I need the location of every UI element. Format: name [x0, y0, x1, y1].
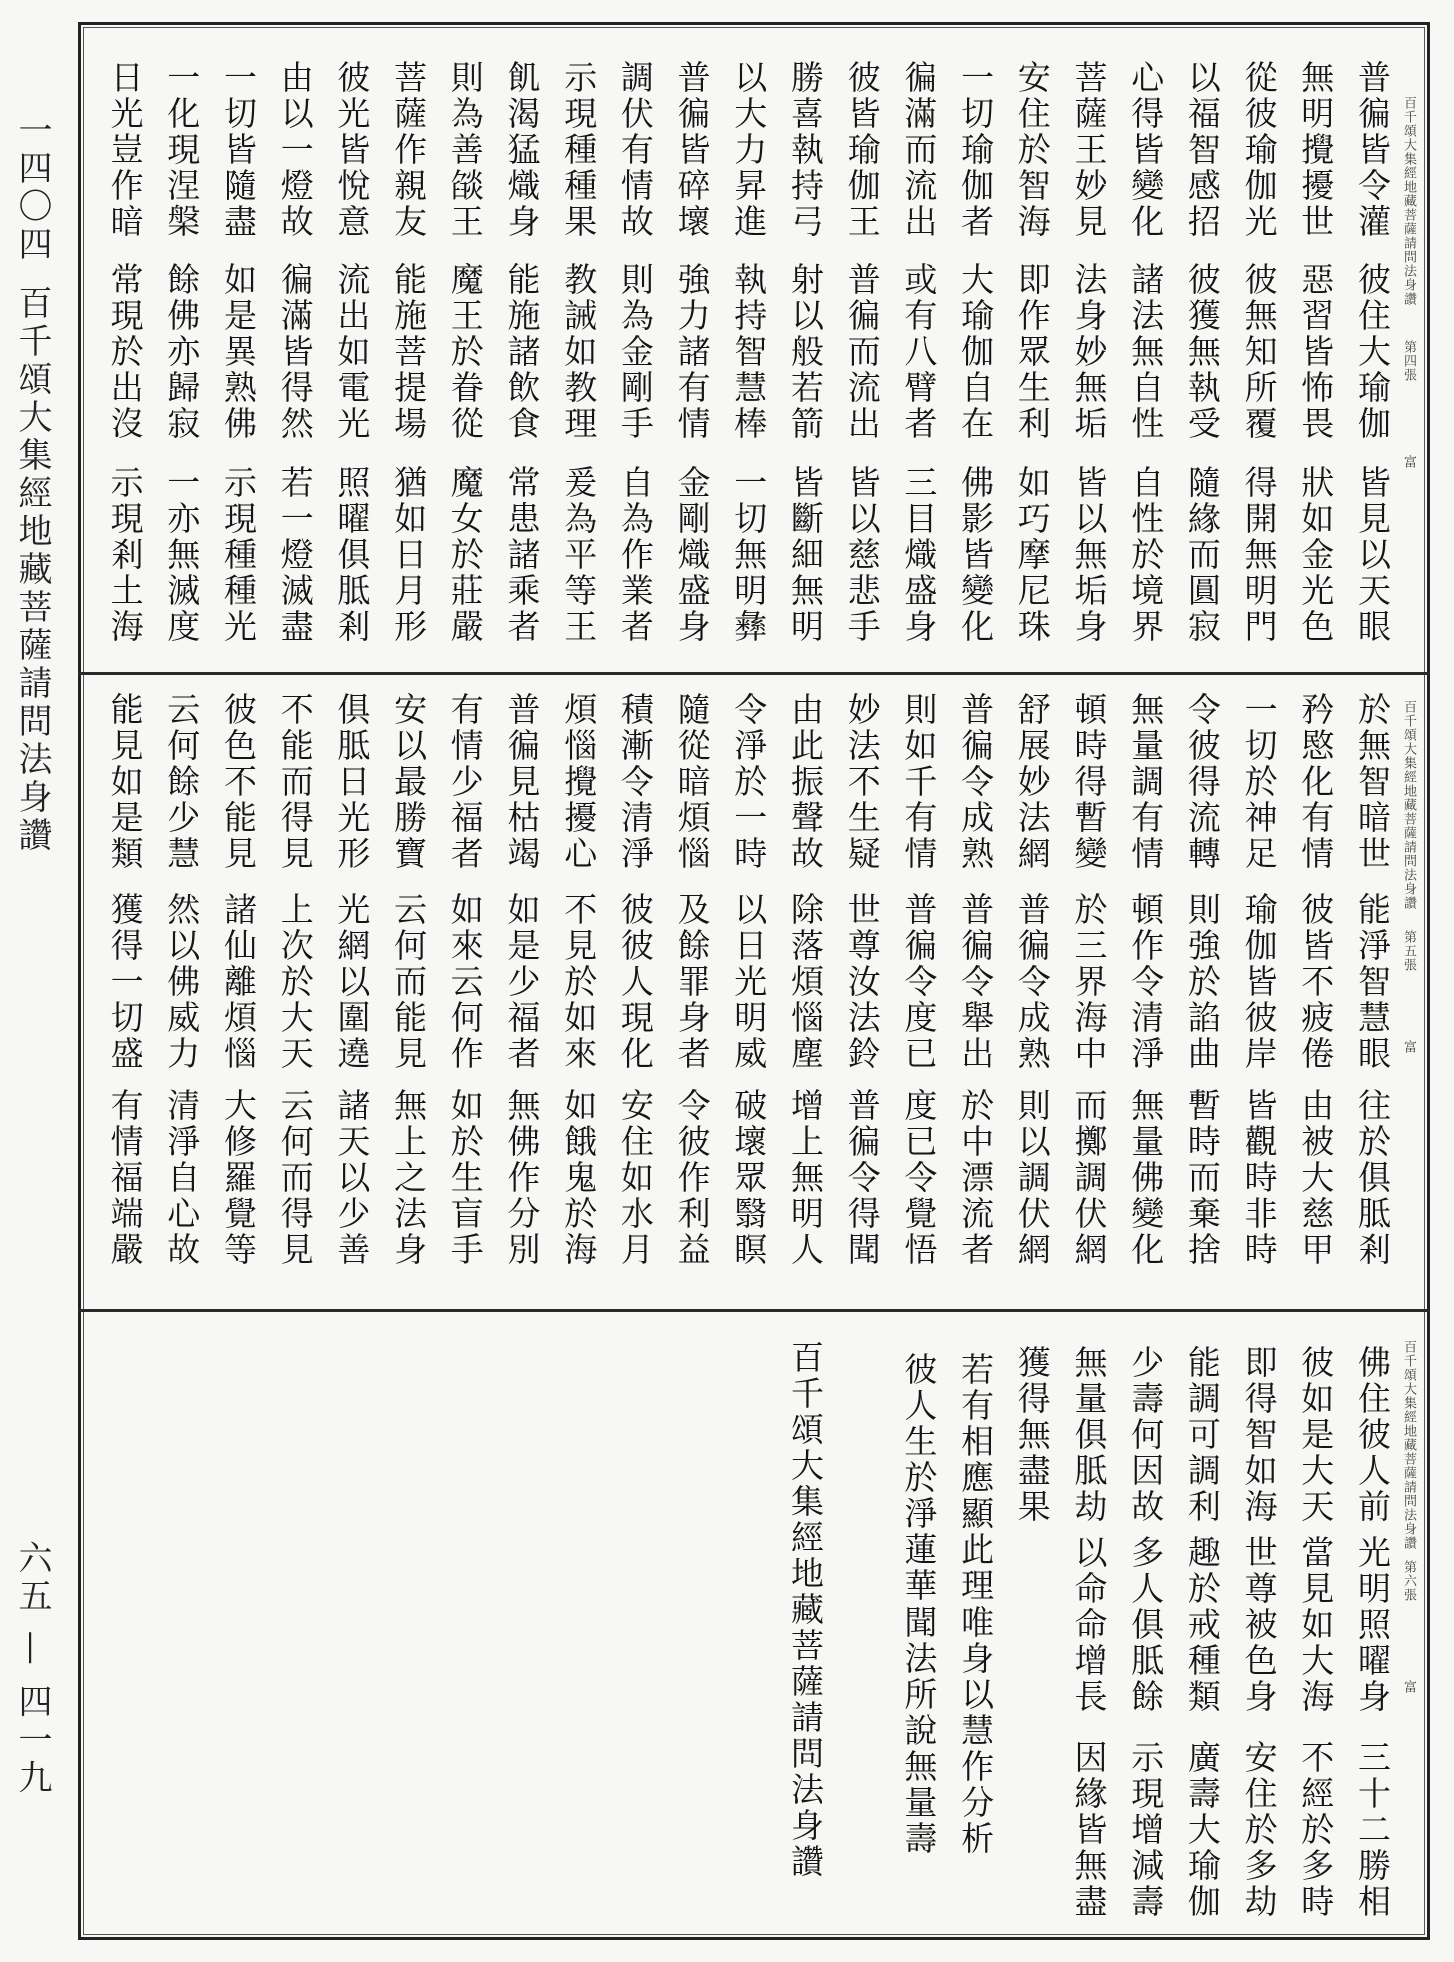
verse-phrase: 無上之法身 — [389, 1088, 429, 1268]
verse-phrase: 彼人生於淨蓮華 — [899, 1352, 939, 1604]
verse-phrase: 勝喜執持弓 — [786, 60, 825, 240]
verse-phrase: 光明照曜身 — [1353, 1535, 1392, 1715]
verse-phrase: 彼皆瑜伽王 — [842, 60, 882, 240]
verse-phrase: 魔女於莊嚴 — [445, 465, 485, 645]
volume-number: 一四〇四 — [12, 112, 52, 264]
sheet-mark: 富 — [1401, 1040, 1416, 1054]
verse-phrase: 普徧令成熟 — [956, 692, 996, 872]
verse-phrase: 無量佛變化 — [1126, 1088, 1166, 1268]
verse-phrase: 能施諸飲食 — [502, 262, 542, 442]
verse-phrase: 皆斷細無明 — [786, 465, 825, 645]
verse-phrase: 彼如是大天 — [1296, 1345, 1336, 1525]
verse-phrase: 爰為平等王 — [559, 465, 599, 645]
verse-phrase: 無佛作分別 — [502, 1088, 542, 1268]
verse-phrase: 菩薩作親友 — [389, 60, 429, 240]
verse-phrase: 令彼得流轉 — [1182, 692, 1222, 872]
verse-phrase: 如是少福者 — [502, 892, 542, 1072]
verse-phrase: 云何而能見 — [389, 892, 429, 1072]
verse-phrase: 皆見以天眼 — [1353, 465, 1392, 645]
verse-phrase: 於中漂流者 — [956, 1088, 996, 1268]
verse-phrase: 彼獲無執受 — [1182, 262, 1222, 442]
verse-phrase: 照曜俱胝剎 — [332, 465, 372, 645]
verse-phrase: 猶如日月形 — [389, 465, 429, 645]
verse-phrase: 廣壽大瑜伽 — [1182, 1740, 1222, 1920]
verse-phrase: 除落煩惱塵 — [786, 892, 825, 1072]
verse-phrase: 徧滿而流出 — [899, 60, 939, 240]
verse-phrase: 由此振聲故 — [786, 692, 825, 872]
verse-phrase: 不經於多時 — [1296, 1740, 1336, 1920]
verse-phrase: 菩薩王妙見 — [1069, 60, 1109, 240]
sheet-number: 第六張 — [1401, 1560, 1416, 1602]
verse-phrase: 暫時而棄捨 — [1182, 1088, 1222, 1268]
verse-phrase: 飢渴猛熾身 — [502, 60, 542, 240]
verse-phrase: 積漸令清淨 — [615, 692, 655, 872]
verse-phrase: 多人俱胝餘 — [1126, 1535, 1166, 1715]
sheet-mark: 富 — [1401, 1680, 1416, 1694]
verse-phrase: 示現增減壽 — [1126, 1740, 1166, 1920]
verse-phrase: 示現剎土海 — [105, 465, 145, 645]
verse-phrase: 諸法無自性 — [1126, 262, 1166, 442]
verse-phrase: 示現種種果 — [559, 60, 599, 240]
verse-phrase: 度已令覺悟 — [899, 1088, 939, 1268]
verse-phrase: 普徧令成熟 — [1012, 892, 1052, 1072]
verse-phrase: 安住於智海 — [1012, 60, 1052, 240]
verse-phrase: 常患諸乘者 — [502, 465, 542, 645]
verse-phrase: 執持智慧棒 — [729, 262, 769, 442]
verse-phrase: 法身妙無垢 — [1069, 262, 1109, 442]
verse-phrase: 云何餘少慧 — [162, 692, 202, 872]
verse-phrase: 世尊被色身 — [1239, 1535, 1279, 1715]
verse-phrase: 皆觀時非時 — [1239, 1088, 1279, 1268]
margin-title: 百千頌大集經地藏菩薩請問法身讚 — [12, 285, 52, 855]
closing-title: 百千頌大集經地藏菩薩請問法身讚 — [786, 1340, 825, 1880]
verse-phrase: 即作眾生利 — [1012, 262, 1052, 442]
verse-phrase: 往於俱胝剎 — [1353, 1088, 1392, 1268]
verse-phrase: 狀如金光色 — [1296, 465, 1336, 645]
verse-phrase: 俱胝日光形 — [332, 692, 372, 872]
verse-phrase: 趣於戒種類 — [1182, 1535, 1222, 1715]
verse-phrase: 因緣皆無盡 — [1069, 1740, 1109, 1920]
verse-phrase: 或有八臂者 — [899, 262, 939, 442]
verse-phrase: 不能而得見 — [275, 692, 315, 872]
sheet-number: 第五張 — [1401, 930, 1416, 972]
verse-phrase: 普徧令度已 — [899, 892, 939, 1072]
verse-phrase: 佛影皆變化 — [956, 465, 996, 645]
verse-phrase: 常現於出沒 — [105, 262, 145, 442]
verse-phrase: 諸天以少善 — [332, 1088, 372, 1268]
verse-phrase: 即得智如海 — [1239, 1345, 1279, 1525]
sheet-header-title: 百千頌大集經地藏菩薩請問法身讚 — [1401, 700, 1416, 910]
verse-phrase: 能施菩提場 — [389, 262, 429, 442]
verse-phrase: 妙法不生疑 — [842, 692, 882, 872]
verse-phrase: 隨緣而圓寂 — [1182, 465, 1222, 645]
verse-phrase: 世尊汝法鈴 — [842, 892, 882, 1072]
verse-phrase: 當見如大海 — [1296, 1535, 1336, 1715]
verse-phrase: 金剛熾盛身 — [672, 465, 712, 645]
verse-phrase: 上次於大天 — [275, 892, 315, 1072]
verse-phrase: 大瑜伽自在 — [956, 262, 996, 442]
verse-phrase: 皆以慈悲手 — [842, 465, 882, 645]
verse-phrase: 有情福端嚴 — [105, 1088, 145, 1268]
verse-phrase: 無明攪擾世 — [1296, 60, 1336, 240]
verse-phrase: 獲得一切盛 — [105, 892, 145, 1072]
verse-phrase: 普徧令舉出 — [956, 892, 996, 1072]
verse-phrase: 普徧令得聞 — [842, 1088, 882, 1268]
verse-phrase: 調伏有情故 — [615, 60, 655, 240]
verse-phrase: 得開無明門 — [1239, 465, 1279, 645]
verse-phrase: 皆以無垢身 — [1069, 465, 1109, 645]
verse-phrase: 令淨於一時 — [729, 692, 769, 872]
verse-phrase: 一亦無滅度 — [162, 465, 202, 645]
verse-phrase: 一切無明彝 — [729, 465, 769, 645]
sheet-header-title: 百千頌大集經地藏菩薩請問法身讚 — [1401, 1340, 1416, 1550]
page-reference: 六五 — 四一九 — [12, 1540, 52, 1798]
verse-phrase: 普徧見枯竭 — [502, 692, 542, 872]
verse-phrase: 三十二勝相 — [1353, 1740, 1392, 1920]
verse-phrase: 於無智暗世 — [1353, 692, 1392, 872]
verse-phrase: 增上無明人 — [786, 1088, 825, 1268]
verse-phrase: 則如千有情 — [899, 692, 939, 872]
verse-phrase: 三目熾盛身 — [899, 465, 939, 645]
verse-phrase: 一切皆隨盡 — [219, 60, 258, 240]
verse-phrase: 隨從暗煩惱 — [672, 692, 712, 872]
verse-phrase: 一化現涅槃 — [162, 60, 202, 240]
verse-phrase: 日光豈作暗 — [105, 60, 145, 240]
verse-phrase: 頓作令清淨 — [1126, 892, 1166, 1072]
verse-phrase: 普徧皆碎壞 — [672, 60, 712, 240]
verse-phrase: 流出如電光 — [332, 262, 372, 442]
register-divider — [78, 672, 1430, 675]
verse-phrase: 能淨智慧眼 — [1353, 892, 1392, 1072]
verse-phrase: 若一燈滅盡 — [275, 465, 315, 645]
verse-phrase: 餘佛亦歸寂 — [162, 262, 202, 442]
verse-phrase: 諸仙離煩惱 — [219, 892, 258, 1072]
verse-phrase: 強力諸有情 — [672, 262, 712, 442]
verse-phrase: 若有相應顯此理 — [956, 1352, 996, 1604]
verse-phrase: 示現種種光 — [219, 465, 258, 645]
verse-phrase: 如於生盲手 — [445, 1088, 485, 1268]
verse-phrase: 以日光明威 — [729, 892, 769, 1072]
verse-phrase: 安住於多劫 — [1239, 1740, 1279, 1920]
verse-phrase: 則為善燄王 — [445, 60, 485, 240]
verse-phrase: 能調可調利 — [1182, 1345, 1222, 1525]
verse-phrase: 普徧而流出 — [842, 262, 882, 442]
verse-phrase: 於三界海中 — [1069, 892, 1109, 1072]
sheet-header-title: 百千頌大集經地藏菩薩請問法身讚 — [1401, 96, 1416, 306]
register-divider — [78, 1309, 1430, 1312]
verse-phrase: 獲得無盡果 — [1012, 1345, 1052, 1525]
verse-phrase: 射以般若箭 — [786, 262, 825, 442]
verse-phrase: 一切於神足 — [1239, 692, 1279, 872]
verse-phrase: 而擲調伏網 — [1069, 1088, 1109, 1268]
verse-phrase: 云何而得見 — [275, 1088, 315, 1268]
verse-phrase: 以命命增長 — [1069, 1535, 1109, 1715]
verse-phrase: 自性於境界 — [1126, 465, 1166, 645]
verse-phrase: 瑜伽皆彼岸 — [1239, 892, 1279, 1072]
verse-phrase: 如巧摩尼珠 — [1012, 465, 1052, 645]
verse-phrase: 自為作業者 — [615, 465, 655, 645]
verse-phrase: 則強於諂曲 — [1182, 892, 1222, 1072]
verse-phrase: 教誡如教理 — [559, 262, 599, 442]
verse-phrase: 彼住大瑜伽 — [1353, 262, 1392, 442]
verse-phrase: 心得皆變化 — [1126, 60, 1166, 240]
verse-phrase: 則以調伏網 — [1012, 1088, 1052, 1268]
verse-phrase: 徧滿皆得然 — [275, 262, 315, 442]
verse-phrase: 無量俱胝劫 — [1069, 1345, 1109, 1525]
verse-phrase: 安住如水月 — [615, 1088, 655, 1268]
verse-phrase: 彼光皆悅意 — [332, 60, 372, 240]
verse-phrase: 然以佛威力 — [162, 892, 202, 1072]
verse-phrase: 舒展妙法網 — [1012, 692, 1052, 872]
verse-phrase: 由以一燈故 — [275, 60, 315, 240]
verse-phrase: 有情少福者 — [445, 692, 485, 872]
verse-phrase: 普徧皆令灌 — [1353, 60, 1392, 240]
verse-phrase: 以福智感招 — [1182, 60, 1222, 240]
verse-phrase: 如來云何作 — [445, 892, 485, 1072]
verse-phrase: 如餓鬼於海 — [559, 1088, 599, 1268]
verse-phrase: 能見如是類 — [105, 692, 145, 872]
verse-phrase: 矜愍化有情 — [1296, 692, 1336, 872]
verse-phrase: 無量調有情 — [1126, 692, 1166, 872]
verse-phrase: 聞法所說無量壽 — [899, 1605, 939, 1857]
verse-phrase: 少壽何因故 — [1126, 1345, 1166, 1525]
verse-phrase: 彼彼人現化 — [615, 892, 655, 1072]
verse-phrase: 佛住彼人前 — [1353, 1345, 1392, 1525]
verse-phrase: 由被大慈甲 — [1296, 1088, 1336, 1268]
verse-phrase: 彼色不能見 — [219, 692, 258, 872]
verse-phrase: 魔王於眷從 — [445, 262, 485, 442]
verse-phrase: 唯身以慧作分析 — [956, 1605, 996, 1857]
verse-phrase: 一切瑜伽者 — [956, 60, 996, 240]
verse-phrase: 令彼作利益 — [672, 1088, 712, 1268]
verse-phrase: 清淨自心故 — [162, 1088, 202, 1268]
verse-phrase: 頓時得暫變 — [1069, 692, 1109, 872]
verse-phrase: 煩惱攪擾心 — [559, 692, 599, 872]
verse-phrase: 及餘罪身者 — [672, 892, 712, 1072]
verse-phrase: 如是異熟佛 — [219, 262, 258, 442]
verse-phrase: 則為金剛手 — [615, 262, 655, 442]
verse-phrase: 以大力昇進 — [729, 60, 769, 240]
verse-phrase: 惡習皆怖畏 — [1296, 262, 1336, 442]
verse-phrase: 光網以圍遶 — [332, 892, 372, 1072]
verse-phrase: 彼皆不疲倦 — [1296, 892, 1336, 1072]
verse-phrase: 大修羅覺等 — [219, 1088, 258, 1268]
verse-phrase: 從彼瑜伽光 — [1239, 60, 1279, 240]
sheet-mark: 富 — [1401, 455, 1416, 469]
verse-phrase: 安以最勝寶 — [389, 692, 429, 872]
verse-phrase: 破壞眾翳瞑 — [729, 1088, 769, 1268]
verse-phrase: 彼無知所覆 — [1239, 262, 1279, 442]
sheet-number: 第四張 — [1401, 340, 1416, 382]
verse-phrase: 不見於如來 — [559, 892, 599, 1072]
